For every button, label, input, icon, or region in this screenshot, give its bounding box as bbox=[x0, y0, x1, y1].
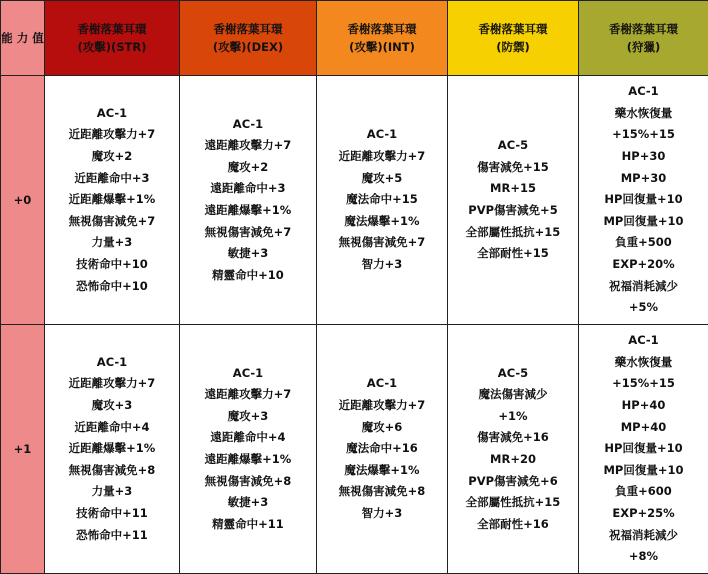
column-header-defense bbox=[448, 1, 579, 76]
stat-line: 智力+3 bbox=[317, 254, 447, 276]
table-row bbox=[1, 325, 708, 574]
stat-cell bbox=[448, 76, 579, 325]
stat-line: 精靈命中+10 bbox=[180, 265, 316, 287]
stat-line: MP回復量+10 bbox=[579, 211, 708, 233]
stat-line: 魔攻+2 bbox=[45, 146, 179, 168]
stat-line: 全部耐性+16 bbox=[448, 514, 578, 536]
column-header-attack-str bbox=[45, 1, 180, 76]
stat-line: 全部耐性+15 bbox=[448, 243, 578, 265]
stat-line: 魔法傷害減少 bbox=[448, 384, 578, 406]
stat-line: 魔攻+3 bbox=[45, 395, 179, 417]
row-label: +0 bbox=[1, 76, 45, 325]
stat-line: 負重+500 bbox=[579, 232, 708, 254]
stat-line: 傷害減免+15 bbox=[448, 157, 578, 179]
stat-cell bbox=[317, 325, 448, 574]
stat-line: +5% bbox=[579, 297, 708, 319]
stat-line: 魔攻+5 bbox=[317, 168, 447, 190]
stat-line: +1% bbox=[448, 406, 578, 428]
stat-cell bbox=[180, 76, 317, 325]
stat-line: +8% bbox=[579, 546, 708, 568]
table-row bbox=[1, 76, 708, 325]
stat-line: AC-1 bbox=[579, 330, 708, 352]
column-header-line: (攻擊)(INT) bbox=[317, 38, 447, 56]
stat-line: 近距離命中+3 bbox=[45, 168, 179, 190]
stat-line: EXP+20% bbox=[579, 254, 708, 276]
column-header-attack-int bbox=[317, 1, 448, 76]
stat-line: AC-1 bbox=[45, 352, 179, 374]
stat-line: AC-1 bbox=[317, 124, 447, 146]
column-header-line: 香榭落葉耳環 bbox=[317, 20, 447, 38]
stat-line: 近距離攻擊力+7 bbox=[317, 395, 447, 417]
stat-line: HP回復量+10 bbox=[579, 438, 708, 460]
stat-line: MP+40 bbox=[579, 417, 708, 439]
stat-line: 智力+3 bbox=[317, 503, 447, 525]
stat-line: 無視傷害減免+7 bbox=[317, 232, 447, 254]
stat-line: 祝福消耗減少 bbox=[579, 525, 708, 547]
stat-level-header bbox=[1, 1, 45, 76]
stat-cell bbox=[180, 325, 317, 574]
stat-line: 力量+3 bbox=[45, 481, 179, 503]
stat-line: 遠距離攻擊力+7 bbox=[180, 384, 316, 406]
stat-line: 魔法命中+15 bbox=[317, 189, 447, 211]
stat-line: 全部屬性抵抗+15 bbox=[448, 492, 578, 514]
stat-line: 遠距離爆擊+1% bbox=[180, 449, 316, 471]
stat-line: HP+40 bbox=[579, 395, 708, 417]
stat-line: +15%+15 bbox=[579, 124, 708, 146]
stat-line: AC-1 bbox=[45, 103, 179, 125]
stat-line: 近距離攻擊力+7 bbox=[45, 124, 179, 146]
stat-line: 藥水恢復量 bbox=[579, 103, 708, 125]
stat-line: 魔攻+2 bbox=[180, 157, 316, 179]
stat-line: 精靈命中+11 bbox=[180, 514, 316, 536]
stat-line: PVP傷害減免+5 bbox=[448, 200, 578, 222]
stat-line: 負重+600 bbox=[579, 481, 708, 503]
header-row bbox=[1, 1, 708, 76]
stat-line: 近距離命中+4 bbox=[45, 417, 179, 439]
stat-line: AC-1 bbox=[317, 373, 447, 395]
column-header-line: (攻擊)(STR) bbox=[45, 38, 179, 56]
stat-line: AC-5 bbox=[448, 363, 578, 385]
stat-line: 敏捷+3 bbox=[180, 243, 316, 265]
stat-line: MP回復量+10 bbox=[579, 460, 708, 482]
column-header-line: (攻擊)(DEX) bbox=[180, 38, 316, 56]
column-header-attack-dex bbox=[180, 1, 317, 76]
stat-line: HP回復量+10 bbox=[579, 189, 708, 211]
column-header-line: 香榭落葉耳環 bbox=[448, 20, 578, 38]
stat-line: 遠距離爆擊+1% bbox=[180, 200, 316, 222]
stat-cell bbox=[579, 325, 708, 574]
stat-line: 近距離攻擊力+7 bbox=[317, 146, 447, 168]
stat-line: 恐怖命中+11 bbox=[45, 525, 179, 547]
column-header-line: 香榭落葉耳環 bbox=[180, 20, 316, 38]
column-header-line: (防禦) bbox=[448, 38, 578, 56]
stat-line: 魔法命中+16 bbox=[317, 438, 447, 460]
stat-line: 傷害減免+16 bbox=[448, 427, 578, 449]
stat-cell bbox=[579, 76, 708, 325]
column-header-hunting bbox=[579, 1, 708, 76]
stat-line: 無視傷害減免+7 bbox=[45, 211, 179, 233]
stat-level-header-char: 值 bbox=[32, 31, 44, 45]
stat-line: 恐怖命中+10 bbox=[45, 276, 179, 298]
stat-line: 近距離爆擊+1% bbox=[45, 189, 179, 211]
stat-line: AC-1 bbox=[579, 81, 708, 103]
stat-line: EXP+25% bbox=[579, 503, 708, 525]
stat-line: MR+20 bbox=[448, 449, 578, 471]
stat-line: MP+30 bbox=[579, 168, 708, 190]
stat-line: 魔法爆擊+1% bbox=[317, 211, 447, 233]
stat-level-header-char: 能 bbox=[1, 31, 13, 45]
stat-line: AC-1 bbox=[180, 363, 316, 385]
stat-line: 祝福消耗減少 bbox=[579, 276, 708, 298]
stat-line: 遠距離攻擊力+7 bbox=[180, 135, 316, 157]
column-header-line: 香榭落葉耳環 bbox=[45, 20, 179, 38]
stat-line: 全部屬性抵抗+15 bbox=[448, 222, 578, 244]
stat-cell bbox=[45, 76, 180, 325]
stat-line: 魔攻+6 bbox=[317, 417, 447, 439]
stat-line: 技術命中+11 bbox=[45, 503, 179, 525]
stat-line: 無視傷害減免+8 bbox=[317, 481, 447, 503]
stat-line: 藥水恢復量 bbox=[579, 352, 708, 374]
stat-line: AC-5 bbox=[448, 135, 578, 157]
stat-cell bbox=[448, 325, 579, 574]
stat-line: 魔法爆擊+1% bbox=[317, 460, 447, 482]
stat-line: PVP傷害減免+6 bbox=[448, 471, 578, 493]
stat-line: 敏捷+3 bbox=[180, 492, 316, 514]
stat-line: 技術命中+10 bbox=[45, 254, 179, 276]
stat-line: 魔攻+3 bbox=[180, 406, 316, 428]
stat-level-header-char: 力 bbox=[17, 31, 29, 45]
stat-line: 遠距離命中+4 bbox=[180, 427, 316, 449]
stat-line: 無視傷害減免+7 bbox=[180, 222, 316, 244]
stat-line: 力量+3 bbox=[45, 232, 179, 254]
stat-line: HP+30 bbox=[579, 146, 708, 168]
stat-cell bbox=[317, 76, 448, 325]
stat-line: MR+15 bbox=[448, 178, 578, 200]
stat-line: 無視傷害減免+8 bbox=[180, 471, 316, 493]
row-label: +1 bbox=[1, 325, 45, 574]
stat-line: 無視傷害減免+8 bbox=[45, 460, 179, 482]
stat-line: 遠距離命中+3 bbox=[180, 178, 316, 200]
column-header-line: 香榭落葉耳環 bbox=[579, 20, 708, 38]
column-header-line: (狩獵) bbox=[579, 38, 708, 56]
stat-line: AC-1 bbox=[180, 114, 316, 136]
stat-cell bbox=[45, 325, 180, 574]
stat-line: +15%+15 bbox=[579, 373, 708, 395]
stat-line: 近距離攻擊力+7 bbox=[45, 373, 179, 395]
stat-line: 近距離爆擊+1% bbox=[45, 438, 179, 460]
